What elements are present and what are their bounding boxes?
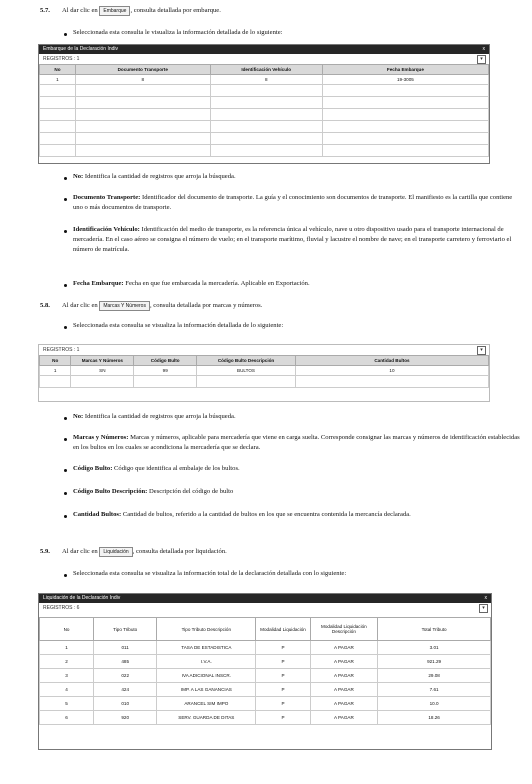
- table-cell: P: [256, 697, 310, 711]
- bullet-dot: [64, 469, 67, 472]
- table-cell: 3.01: [378, 641, 491, 655]
- term: No:: [73, 413, 84, 420]
- definition-codigo-bulto-descripcion: [73, 487, 523, 497]
- window-title: Embarque de la Declaración Indiv: [43, 46, 119, 52]
- bullet-dot: [64, 177, 67, 180]
- intro-text: Al dar clic en: [62, 7, 98, 14]
- definition-codigo-bulto: [73, 464, 523, 474]
- table-cell: 921.29: [378, 655, 491, 669]
- table-row[interactable]: [40, 711, 491, 725]
- empty-row: [40, 109, 489, 121]
- table-cell: 1: [40, 75, 76, 85]
- expand-icon[interactable]: ▾: [479, 604, 488, 613]
- table-cell: A PAGAR: [310, 697, 378, 711]
- bullet-dot: [64, 492, 67, 495]
- intro-text: , consulta detallada por embarque.: [130, 7, 221, 14]
- definition-text: Cantidad de bultos, referido a la cantidad de bultos en los que se encuentra contenida la mercancía declarada.: [121, 511, 411, 518]
- registros-count: [39, 54, 489, 64]
- empty-row: [40, 121, 489, 133]
- column-header: No: [40, 356, 71, 366]
- registros-label: REGISTROS : 1: [43, 347, 80, 353]
- definition-documento-transporte: [73, 193, 523, 213]
- column-header: Total Tributo: [378, 618, 491, 641]
- column-header: No: [40, 65, 76, 75]
- marcas-numeros-button[interactable]: Marcas Y Números: [99, 301, 150, 311]
- table-cell: A PAGAR: [310, 641, 378, 655]
- bullet-dot: [64, 284, 67, 287]
- table-cell: TASA DE ESTADISTICA: [157, 641, 256, 655]
- column-header: Documento Transporte: [75, 65, 210, 75]
- definition-fecha-embarque: [73, 279, 523, 289]
- bullet-dot: [64, 198, 67, 201]
- empty-row: [40, 85, 489, 97]
- column-header: Cantidad Bultos: [295, 356, 488, 366]
- section-intro-5-7: [62, 6, 221, 16]
- table-cell: 6: [40, 711, 94, 725]
- definition-text: Identifica la cantidad de registros que arroja la búsqueda.: [83, 173, 236, 180]
- intro-text: , consulta detallada por liquidación.: [132, 548, 227, 555]
- table-cell: 4: [40, 683, 94, 697]
- table-cell: 424: [94, 683, 157, 697]
- definition-no: [73, 172, 523, 182]
- registros-count: [39, 603, 491, 613]
- table-cell: 10.0: [378, 697, 491, 711]
- close-icon[interactable]: x: [484, 595, 487, 601]
- table-cell: P: [256, 683, 310, 697]
- definition-text: Identificación del medio de transporte, es la referencia única al vehículo, nave u otro dispositivo usado para el transporte internacional de mercadería. En el caso aéreo se consigna el número de vuelo; en el transporte marítimo, fluvial y lacustre el nombre de nave; en el transporte carretero y ferroviario el número de matrícula.: [73, 226, 512, 253]
- section-intro-5-8: [62, 301, 262, 311]
- term: No:: [73, 173, 84, 180]
- definition-text: Identifica la cantidad de registros que arroja la búsqueda.: [83, 413, 236, 420]
- column-header: Modalidad Liquidación Descripción: [310, 618, 378, 641]
- table-cell: 8: [75, 75, 210, 85]
- liquidacion-button[interactable]: Liquidación: [99, 547, 132, 557]
- term: Código Bulto Descripción:: [73, 488, 148, 495]
- table-cell: 011: [94, 641, 157, 655]
- table-row[interactable]: [40, 75, 489, 85]
- table-cell: P: [256, 655, 310, 669]
- table-cell: 920: [94, 711, 157, 725]
- window-title-bar: [39, 45, 489, 54]
- liquidacion-table: [39, 617, 491, 725]
- bullet-intro: Seleccionada esta consulta se visualiza la información detallada de lo siguiente:: [73, 322, 284, 329]
- bullet-dot: [64, 230, 67, 233]
- column-header: Tipo Tributo: [94, 618, 157, 641]
- bullet-dot: [64, 515, 67, 518]
- table-cell: I.V.A.: [157, 655, 256, 669]
- table-cell: 3: [40, 669, 94, 683]
- table-cell: ARANCEL SIM IMPO: [157, 697, 256, 711]
- column-header: Identificación Vehículo: [210, 65, 322, 75]
- intro-text: Al dar clic en: [62, 302, 98, 309]
- table-cell: SN: [71, 366, 134, 376]
- bullet-dot: [64, 417, 67, 420]
- definition-text: Descripción del código de bulto: [147, 488, 234, 495]
- table-cell: A PAGAR: [310, 669, 378, 683]
- bullet-dot: [64, 326, 67, 329]
- bullet-intro: Seleccionada esta consulta se visualiza la información total de la declaración detallada con lo siguiente:: [73, 570, 347, 577]
- table-cell: P: [256, 711, 310, 725]
- definition-text: Código que identifica al embalaje de los bultos.: [112, 465, 240, 472]
- table-row[interactable]: [40, 655, 491, 669]
- window-title-bar: [39, 594, 491, 603]
- definition-marcas-numeros: [73, 433, 523, 453]
- table-cell: A PAGAR: [310, 655, 378, 669]
- term: Documento Transporte:: [73, 194, 141, 201]
- expand-icon[interactable]: ▾: [477, 55, 486, 64]
- table-cell: 8: [210, 75, 322, 85]
- empty-row: [40, 145, 489, 157]
- section-intro-5-9: [62, 547, 227, 557]
- registros-count: [39, 345, 489, 355]
- term: Código Bulto:: [73, 465, 113, 472]
- definition-no: [73, 412, 523, 422]
- table-cell: SERV. GUARDA DE DITAS: [157, 711, 256, 725]
- term: Cantidad Bultos:: [73, 511, 122, 518]
- table-cell: 19-3005: [322, 75, 488, 85]
- column-header: Código Bulto Descripción: [197, 356, 296, 366]
- definition-identificacion-vehiculo: [73, 225, 523, 255]
- table-row[interactable]: [40, 697, 491, 711]
- table-cell: P: [256, 669, 310, 683]
- table-cell: 29.08: [378, 669, 491, 683]
- definition-text: Marcas y números, aplicable para mercadería que viene en carga suelta. Corresponde consignar las marcas y números de identificación establecidas en los bultos en los cuales se acondiciona la mercadería que se declara.: [73, 434, 520, 451]
- embarque-button[interactable]: Embarque: [99, 6, 130, 16]
- column-header: Marcas Y Números: [71, 356, 134, 366]
- table-cell: 5: [40, 697, 94, 711]
- column-header: Tipo Tributo Descripción: [157, 618, 256, 641]
- table-row[interactable]: [40, 669, 491, 683]
- column-header: No: [40, 618, 94, 641]
- table-cell: 10: [295, 366, 488, 376]
- window-title: Liquidación de la Declaración Indiv: [43, 595, 121, 601]
- table-cell: BULTOS: [197, 366, 296, 376]
- table-cell: IMP. A LAS GANANCIAS: [157, 683, 256, 697]
- section-number-5-7: 5.7.: [40, 7, 50, 14]
- close-icon[interactable]: x: [482, 46, 485, 52]
- expand-icon[interactable]: ▾: [477, 346, 486, 355]
- marcas-window: [38, 344, 490, 402]
- table-cell: IVA ADICIONAL INSCR.: [157, 669, 256, 683]
- empty-row: [40, 97, 489, 109]
- empty-row: [40, 133, 489, 145]
- marcas-table: [39, 355, 489, 388]
- liquidacion-window: [38, 593, 492, 750]
- bullet-dot: [64, 574, 67, 577]
- table-cell: 010: [94, 697, 157, 711]
- table-row[interactable]: [40, 683, 491, 697]
- definition-text: Identificador del documento de transporte. La guía y el conocimiento son documentos de transporte. El manifiesto es la cartilla que contiene uno o más documentos de transporte.: [73, 194, 513, 211]
- table-cell: 2: [40, 655, 94, 669]
- embarque-window: [38, 44, 490, 164]
- section-number-5-9: 5.9.: [40, 548, 50, 555]
- table-cell: 022: [94, 669, 157, 683]
- table-cell: 1: [40, 366, 71, 376]
- bullet-dot: [64, 33, 67, 36]
- table-row[interactable]: [40, 366, 489, 376]
- table-cell: 485: [94, 655, 157, 669]
- column-header: Código Bulto: [134, 356, 197, 366]
- registros-label: REGISTROS : 6: [43, 605, 80, 611]
- bullet-intro: Seleccionada esta consulta le visualiza la información detallada de lo siguiente:: [73, 29, 283, 36]
- embarque-table: [39, 64, 489, 157]
- table-cell: 99: [134, 366, 197, 376]
- term: Marcas y Números:: [73, 434, 129, 441]
- table-cell: 7.61: [378, 683, 491, 697]
- bullet-dot: [64, 438, 67, 441]
- section-number-5-8: 5.8.: [40, 302, 50, 309]
- definition-text: Fecha en que fue embarcada la mercadería. Aplicable en Exportación.: [123, 280, 310, 287]
- registros-label: REGISTROS : 1: [43, 56, 80, 62]
- intro-text: Al dar clic en: [62, 548, 98, 555]
- term: Identificación Vehículo:: [73, 226, 140, 233]
- intro-text: , consulta detallada por marcas y números.: [149, 302, 263, 309]
- definition-cantidad-bultos: [73, 510, 523, 520]
- column-header: Fecha Embarque: [322, 65, 488, 75]
- table-cell: A PAGAR: [310, 683, 378, 697]
- column-header: Modalidad Liquidación: [256, 618, 310, 641]
- table-cell: A PAGAR: [310, 711, 378, 725]
- table-cell: P: [256, 641, 310, 655]
- term: Fecha Embarque:: [73, 280, 124, 287]
- empty-row: [40, 376, 489, 388]
- table-cell: 1: [40, 641, 94, 655]
- table-row[interactable]: [40, 641, 491, 655]
- table-cell: 18.26: [378, 711, 491, 725]
